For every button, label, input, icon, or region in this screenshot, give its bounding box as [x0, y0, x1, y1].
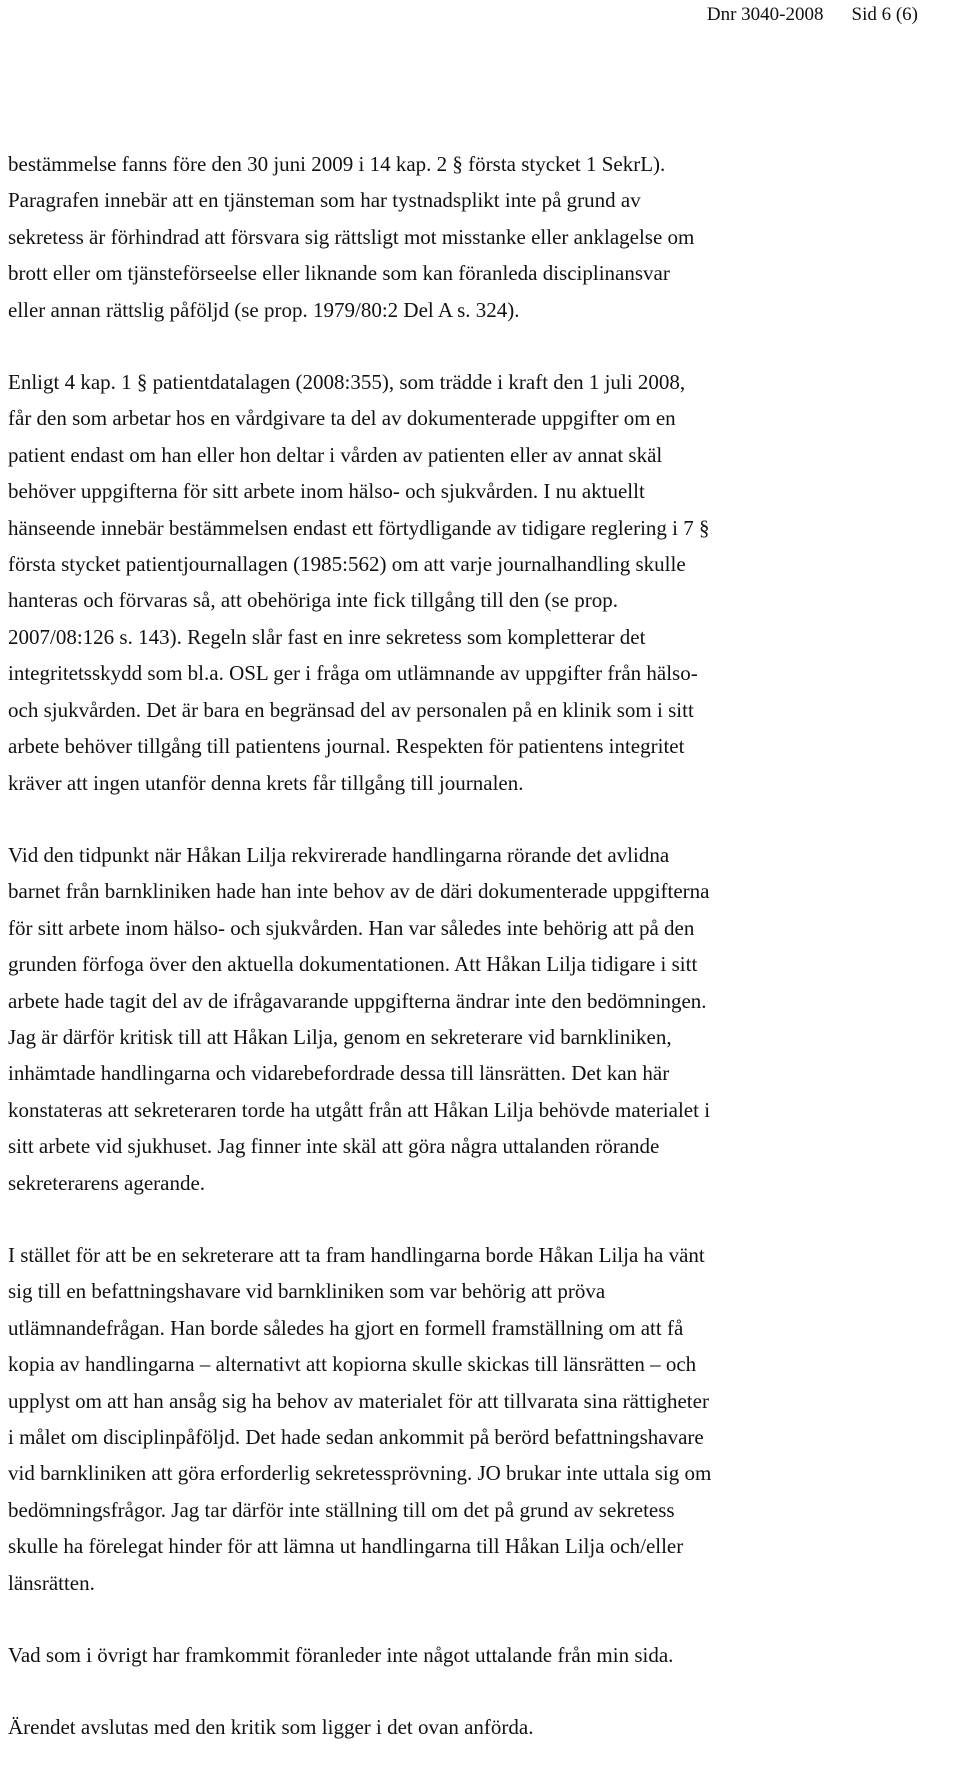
text-line: sitt arbete vid sjukhuset. Jag finner inte skäl att göra några uttalanden rörande [8, 1134, 660, 1159]
text-line: sekretess är förhindrad att försvara sig rättsligt mot misstanke eller anklagelse om [8, 224, 695, 249]
text-line: patient endast om han eller hon deltar i vården av patienten eller av annat skäl [8, 442, 663, 467]
text-line: behöver uppgifterna för sitt arbete inom hälso- och sjukvården. I nu aktuellt [8, 479, 645, 504]
page-header [707, 2, 918, 28]
text-line: Ärendet avslutas med den kritik som ligger i det ovan anförda. [8, 1715, 534, 1740]
text-line: konstateras att sekreteraren torde ha utgått från att Håkan Lilja behövde materialet i [8, 1097, 711, 1122]
paragraph [8, 1709, 938, 1745]
text-line: utlämnandefrågan. Han borde således ha gjort en formell framställning om att få [8, 1315, 684, 1340]
text-line: i målet om disciplinpåföljd. Det hade sedan ankommit på berörd befattningshavare [8, 1425, 704, 1449]
text-line: Vad som i övrigt har framkommit föranleder inte något uttalande från min sida. [8, 1643, 674, 1668]
text-line: skulle ha förelegat hinder för att lämna ut handlingarna till Håkan Lilja och/eller [8, 1534, 684, 1559]
document-number: Dnr 3040-2008 [706, 4, 824, 25]
text-line: Paragrafen innebär att en tjänsteman som har tystnadsplikt inte på grund av [8, 188, 641, 213]
paragraph [8, 837, 938, 1201]
text-line: inhämtade handlingarna och vidarebefordrade dessa till länsrätten. Det kan här [8, 1061, 670, 1086]
text-line: barnet från barnkliniken hade han inte behov av de däri dokumenterade uppgifterna [8, 879, 710, 904]
text-line: sig till en befattningshavare vid barnkliniken som var behörig att pröva [8, 1279, 606, 1304]
text-line: Enligt 4 kap. 1 § patientdatalagen (2008:355), som trädde i kraft den 1 juli 2008, [8, 370, 686, 395]
text-line: hanteras och förvaras så, att obehöriga inte fick tillgång till den (se prop. [8, 588, 618, 613]
text-line: arbete behöver tillgång till patientens journal. Respekten för patientens integritet [8, 734, 685, 759]
text-line: Jag är därför kritisk till att Håkan Lilja, genom en sekreterare vid barnkliniken, [8, 1024, 672, 1049]
text-line: bestämmelse fanns före den 30 juni 2009 i 14 kap. 2 § första stycket 1 SekrL). [8, 152, 666, 176]
document-body [8, 146, 938, 1782]
text-line: första stycket patientjournallagen (1985:562) om att varje journalhandling skulle [8, 552, 686, 577]
text-line: för sitt arbete inom hälso- och sjukvården. Han var således inte behörig att på den [8, 915, 695, 940]
text-line: Vid den tidpunkt när Håkan Lilja rekvirerade handlingarna rörande det avlidna [8, 842, 670, 867]
text-line: brott eller om tjänsteförseelse eller liknande som kan föranleda disciplinansvar [8, 261, 670, 286]
text-line: 2007/08:126 s. 143). Regeln slår fast en inre sekretess som kompletterar det [8, 624, 646, 649]
paragraph [8, 1237, 938, 1601]
paragraph [8, 1637, 938, 1673]
paragraph [8, 146, 938, 328]
text-line: sekreterarens agerande. [8, 1170, 206, 1195]
text-line: kopia av handlingarna – alternativt att kopiorna skulle skickas till länsrätten – och [8, 1352, 697, 1377]
text-line: eller annan rättslig påföljd (se prop. 1979/80:2 Del A s. 324). [8, 297, 520, 322]
text-line: bedömningsfrågor. Jag tar därför inte ställning till om det på grund av sekretess [8, 1497, 675, 1522]
text-line: arbete hade tagit del av de ifrågavarande uppgifterna ändrar inte den bedömningen. [8, 988, 707, 1013]
text-line: vid barnkliniken att göra erforderlig sekretessprövning. JO brukar inte uttala sig om [8, 1461, 712, 1486]
text-line: upplyst om att han ansåg sig ha behov av materialet för att tillvarata sina rättigheter [8, 1388, 709, 1413]
text-line: grunden förfoga över den aktuella dokumentationen. Att Håkan Lilja tidigare i sitt [8, 952, 698, 977]
text-line: och sjukvården. Det är bara en begränsad del av personalen på en klinik som i sitt [8, 697, 694, 722]
page-number: Sid 6 (6) [851, 4, 918, 25]
text-line: integritetsskydd som bl.a. OSL ger i fråga om utlämnande av uppgifter från hälso- [8, 661, 698, 686]
text-line: hänseende innebär bestämmelsen endast ett förtydligande av tidigare reglering i 7 § [8, 515, 710, 540]
paragraph [8, 364, 938, 801]
text-line: kräver att ingen utanför denna krets får tillgång till journalen. [8, 770, 524, 795]
text-line: länsrätten. [8, 1570, 95, 1595]
text-line: får den som arbetar hos en vårdgivare ta del av dokumenterade uppgifter om en [8, 406, 676, 431]
text-line: I stället för att be en sekreterare att ta fram handlingarna borde Håkan Lilja ha vänt [8, 1242, 705, 1267]
